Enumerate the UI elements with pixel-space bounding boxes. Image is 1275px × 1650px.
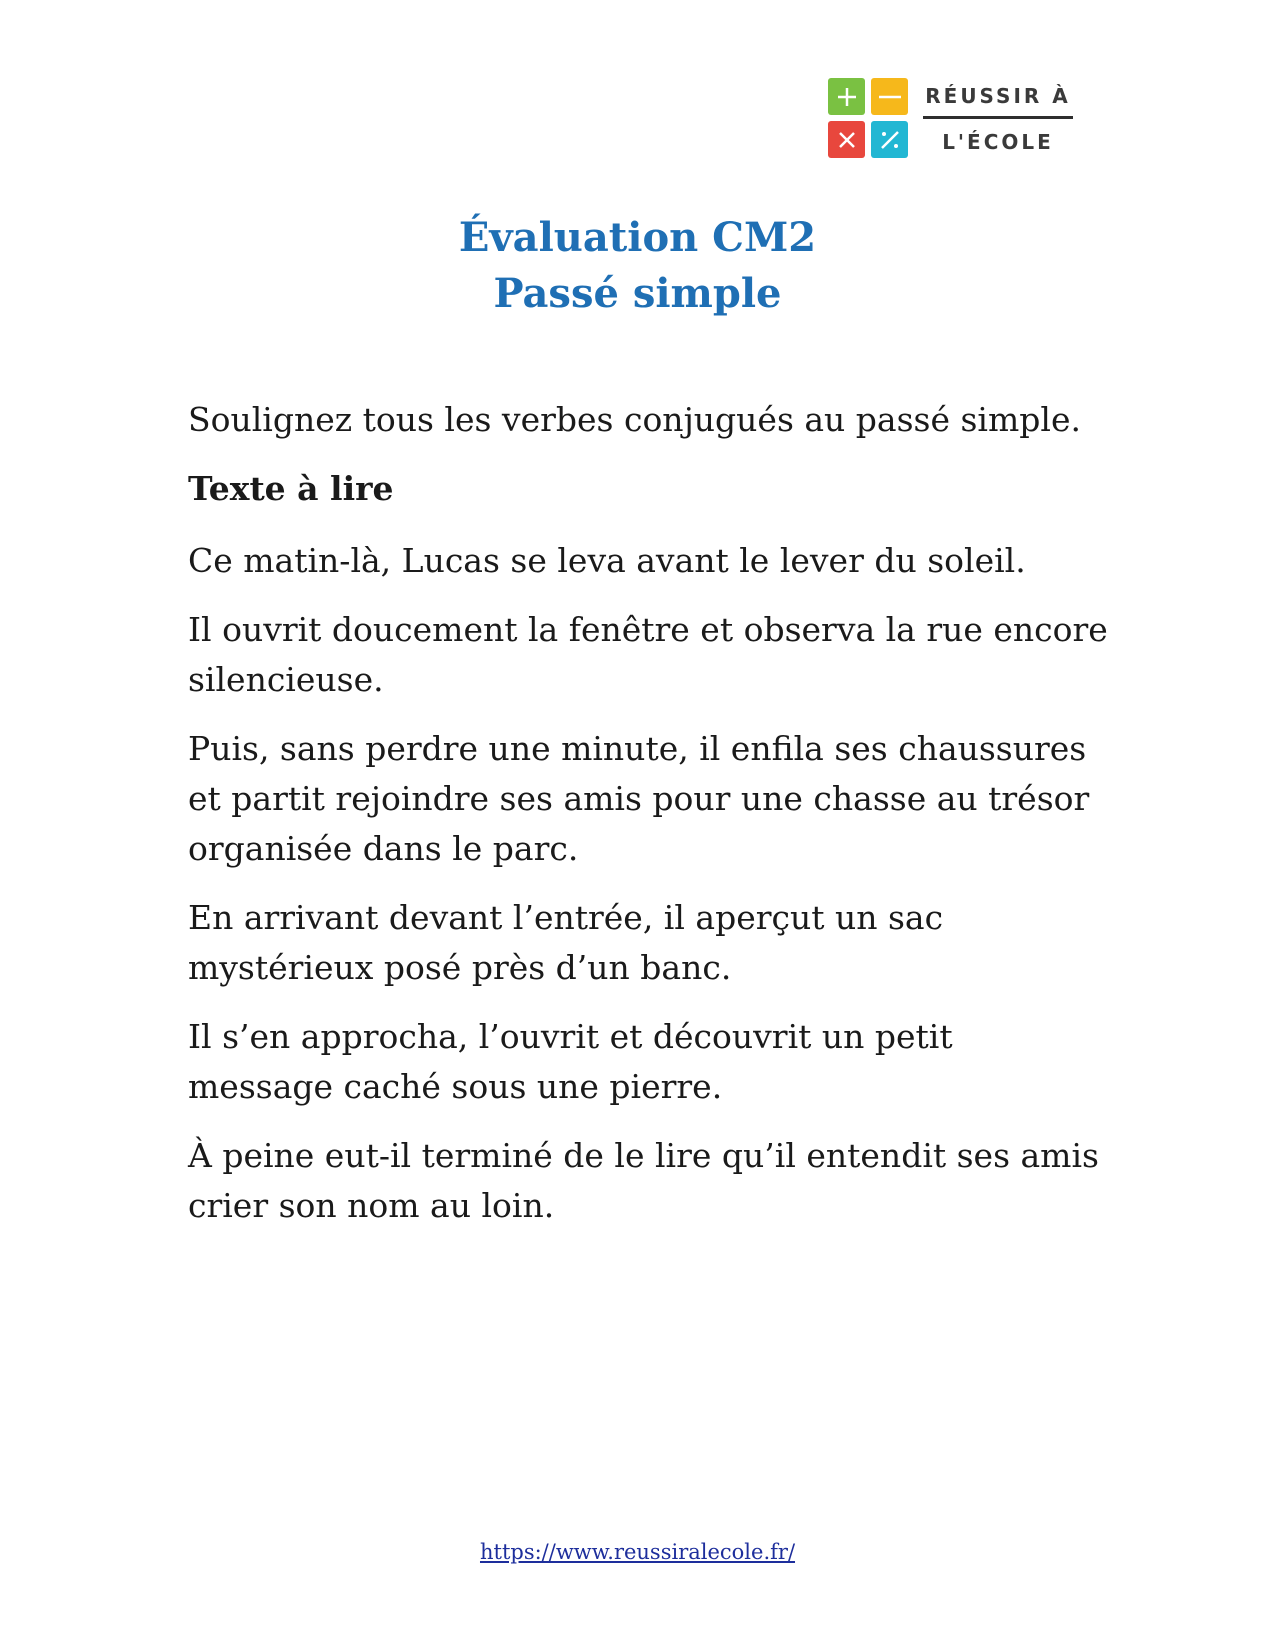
instruction: Soulignez tous les verbes conjugués au passé simple. (188, 400, 1081, 439)
text-paragraph: Puis, sans perdre une minute, il enfila ses chaussures et partit rejoindre ses amis pour une chasse au trésor organisée dans le parc. (188, 729, 1090, 868)
logo-line1: RÉUSSIR À (925, 84, 1071, 108)
website-link[interactable]: https://www.reussiralecole.fr/ (479, 1540, 796, 1564)
text-paragraph: Il s’en approcha, l’ouvrit et découvrit un petit message caché sous une pierre. (188, 1017, 953, 1106)
text-paragraph: Il ouvrit doucement la fenêtre et observa la rue encore silencieuse. (188, 610, 1108, 699)
logo (828, 78, 1078, 158)
logo-line2: L'ÉCOLE (942, 130, 1054, 154)
worksheet-body (188, 395, 1108, 1250)
text-paragraph: En arrivant devant l’entrée, il aperçut un sac mystérieux posé près d’un banc. (188, 898, 944, 987)
title-line2: Passé simple (493, 270, 782, 317)
logo-grid (828, 78, 908, 158)
logo-divider (923, 116, 1073, 119)
footer (0, 1540, 1275, 1564)
times-icon (828, 121, 865, 158)
minus-icon (871, 78, 908, 115)
logo-wordmark (923, 78, 1073, 158)
section-heading: Texte à lire (188, 469, 394, 508)
plus-icon (828, 78, 865, 115)
text-paragraph: À peine eut-il terminé de le lire qu’il entendit ses amis crier son nom au loin. (188, 1136, 1099, 1225)
title-line1: Évaluation CM2 (458, 214, 817, 261)
text-paragraph: Ce matin-là, Lucas se leva avant le lever du soleil. (188, 541, 1026, 580)
page-title (0, 210, 1275, 322)
percent-icon (871, 121, 908, 158)
